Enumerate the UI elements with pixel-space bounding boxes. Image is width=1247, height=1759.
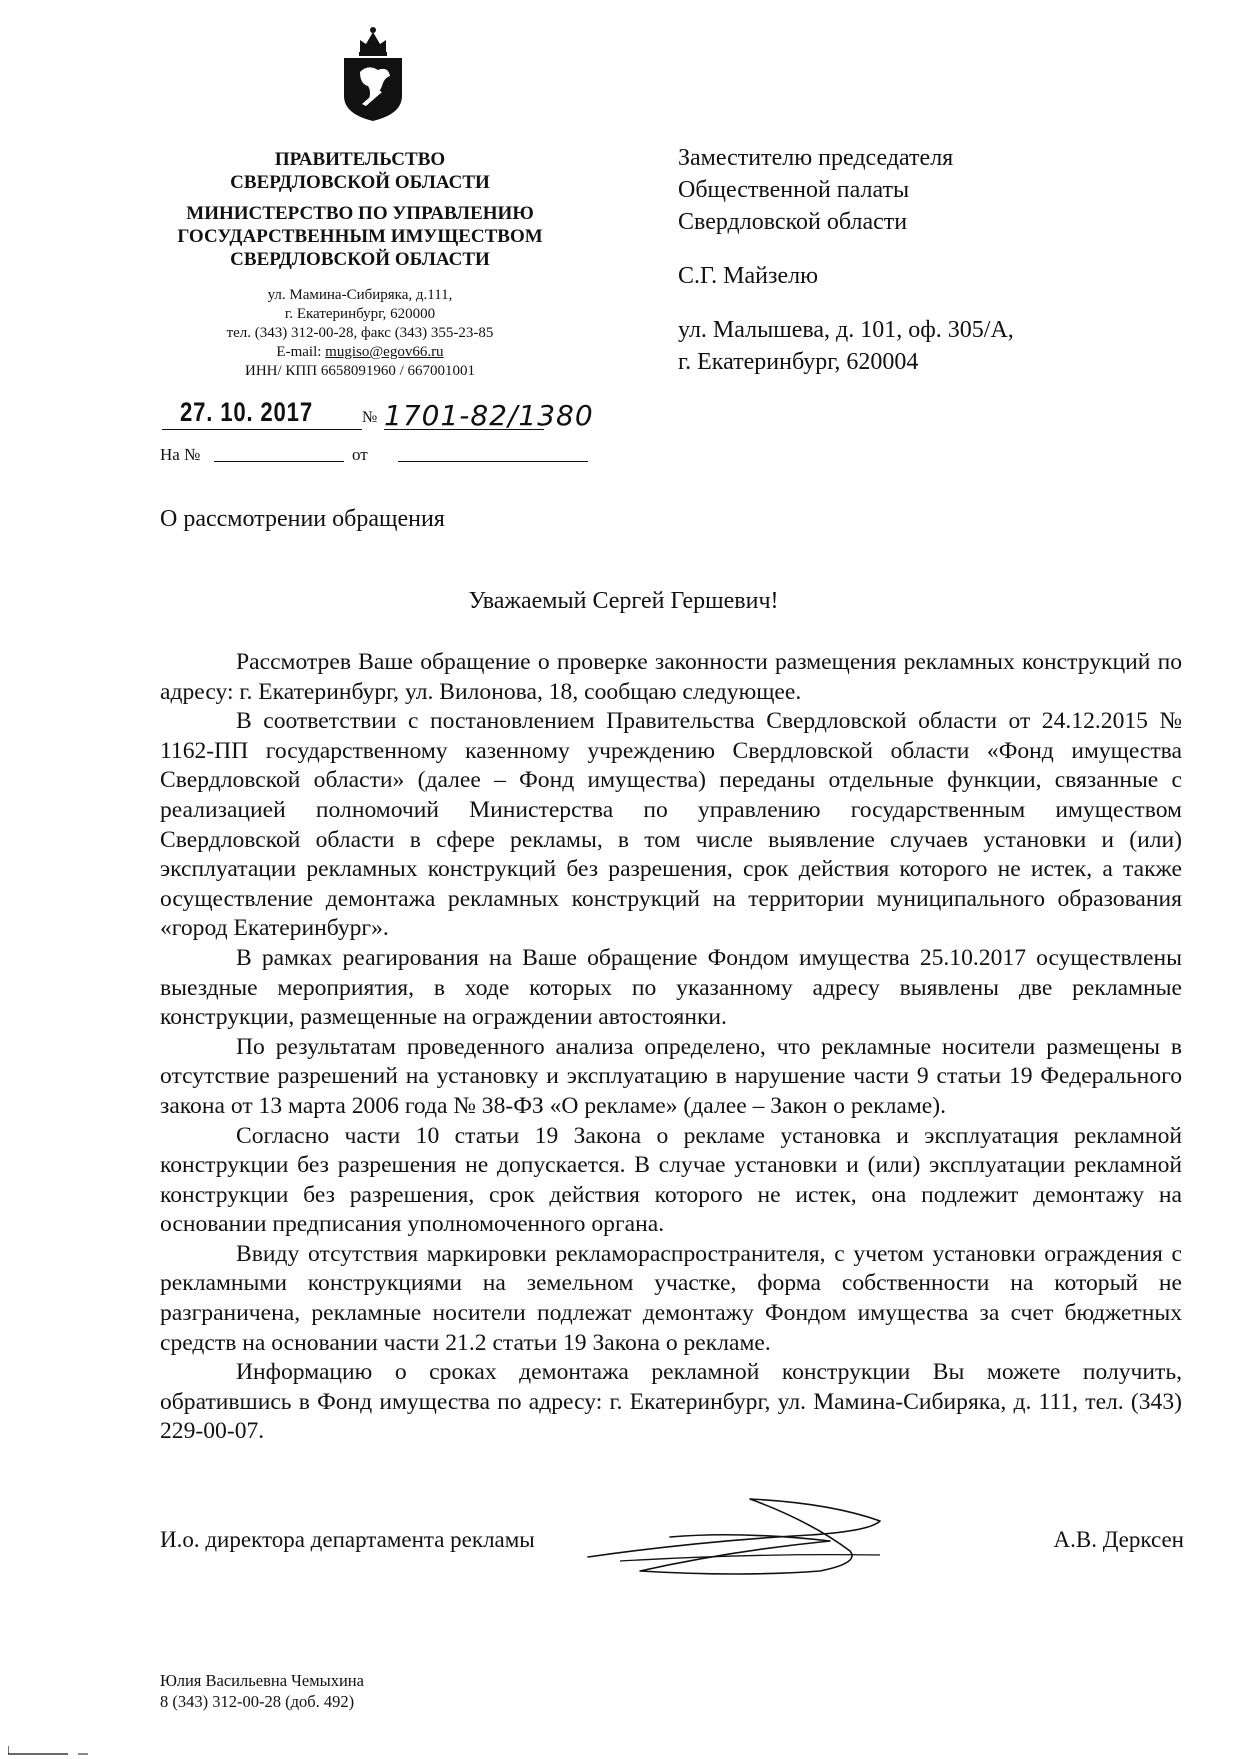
body-paragraph: Согласно части 10 статьи 19 Закона о рекламе установка и эксплуатация рекламной конструкции без разрешения не допускается. В случае установки и (или) эксплуатации рекламной конструкции без разрешения, срок действия которого не истек, она подлежит демонтажу на основании предписания уполномоченного органа. [160,1122,1182,1238]
corner-scan-mark [8,1746,98,1756]
ministry-line-2: ГОСУДАРСТВЕННЫМ ИМУЩЕСТВОМ [177,226,543,247]
coat-of-arms-icon [338,26,408,122]
gov-line-1: ПРАВИТЕЛЬСТВО [274,149,446,170]
addressee-address-2: г. Екатеринбург, 620004 [678,349,919,375]
handwritten-signature-icon [580,1491,900,1581]
reference-date-blank [398,461,588,462]
sender-city: г. Екатеринбург, 620000 [284,306,436,322]
reference-label: На № [160,445,201,464]
reference-row [160,445,590,469]
date-underline [162,429,362,430]
ministry-line-1: МИНИСТЕРСТВО ПО УПРАВЛЕНИЮ [186,203,534,224]
ministry-line-3: СВЕРДЛОВСКОЙ ОБЛАСТИ [230,249,490,270]
sender-email-link[interactable]: mugiso@egov66.ru [325,344,444,360]
letter-greeting: Уважаемый Сергей Гершевич! [468,588,779,614]
ministry-header [150,202,570,271]
executor-name: Юлия Васильевна Чемыхина [160,1671,364,1690]
signatory-name: А.В. Дерксен [1053,1527,1184,1552]
sender-contacts [150,286,570,381]
sender-street: ул. Мамина-Сибиряка, д.111, [267,287,453,303]
addressee-address-1: ул. Малышева, д. 101, оф. 305/А, [678,317,1014,343]
body-paragraph: В соответствии с постановлением Правительства Свердловской области от 24.12.2015 № 1162-ПП государственному казенному учреждению Свердловской области «Фонд имущества Свердловской области» (далее – Фонд имущества) переданы отдельные функции, связанные с реализацией полномочий Министерства по управлению государственным имуществом Свердловской области в сфере рекламы, в том числе выявление случаев установки и (или) эксплуатации рекламных конструкций без разрешения, срок действия которого не истек, а также осуществление демонтажа рекламных конструкций на территории муниципального образования «город Екатеринбург». [160,708,1182,942]
government-header [150,148,570,194]
sender-inn-kpp: ИНН/ КПП 6658091960 / 667001001 [244,363,475,379]
signatory-title: И.о. директора департамента рекламы [160,1527,535,1552]
registration-number: 1701-82/1380 [384,399,594,432]
number-underline [384,429,544,430]
reference-number-blank [214,461,344,462]
body-paragraph: По результатам проведенного анализа определено, что рекламные носители размещены в отсутствие разрешений на установку и эксплуатацию в нарушение части 9 статьи 19 Федерального закона от 13 марта 2006 года № 38-ФЗ «О рекламе» (далее – Закон о рекламе). [160,1033,1182,1119]
email-label: E-mail: [276,344,326,360]
registration-row [162,397,622,437]
registration-date: 27. 10. 2017 [180,397,313,427]
signature-row [160,1515,1184,1585]
addressee-line-2: Общественной палаты [678,177,910,203]
reference-from-label: от [352,445,368,464]
addressee-line-1: Заместителю председателя [678,145,954,171]
addressee-block [678,142,1198,378]
sender-phone-fax: тел. (343) 312-00-28, факс (343) 355-23-85 [226,325,494,341]
body-paragraph: Рассмотрев Ваше обращение о проверке законности размещения рекламных конструкций по адресу: г. Екатеринбург, ул. Вилонова, 18, сообщаю следующее. [160,649,1182,705]
body-paragraph: Информацию о сроках демонтажа рекламной конструкции Вы можете получить, обратившись в Фонд имущества по адресу: г. Екатеринбург, ул. Мамина-Сибиряка, д. 111, тел. (343) 229-00-07. [160,1359,1182,1445]
body-paragraph: Ввиду отсутствия маркировки рекламораспространителя, с учетом установки ограждения с рекламными конструкциями на земельном участке, форма собственности на который не разграничена, рекламные носители подлежат демонтажу Фондом имущества за счет бюджетных средств на основании части 21.2 статьи 19 Закона о рекламе. [160,1240,1182,1356]
body-paragraph: В рамках реагирования на Ваше обращение Фондом имущества 25.10.2017 осуществлены выездные мероприятия, в ходе которых по указанному адресу выявлены две рекламные конструкции, размещенные на ограждении автостоянки. [160,944,1182,1031]
addressee-name: С.Г. Майзелю [678,263,819,289]
number-sign: № [362,409,378,426]
executor-phone: 8 (343) 312-00-28 (доб. 492) [160,1692,355,1711]
addressee-line-3: Свердловской области [678,209,908,235]
executor-block [160,1670,364,1712]
sender-email-line [150,343,570,362]
gov-line-2: СВЕРДЛОВСКОЙ ОБЛАСТИ [230,172,490,193]
letter-subject: О рассмотрении обращения [160,506,445,532]
letter-body [160,648,1182,1447]
